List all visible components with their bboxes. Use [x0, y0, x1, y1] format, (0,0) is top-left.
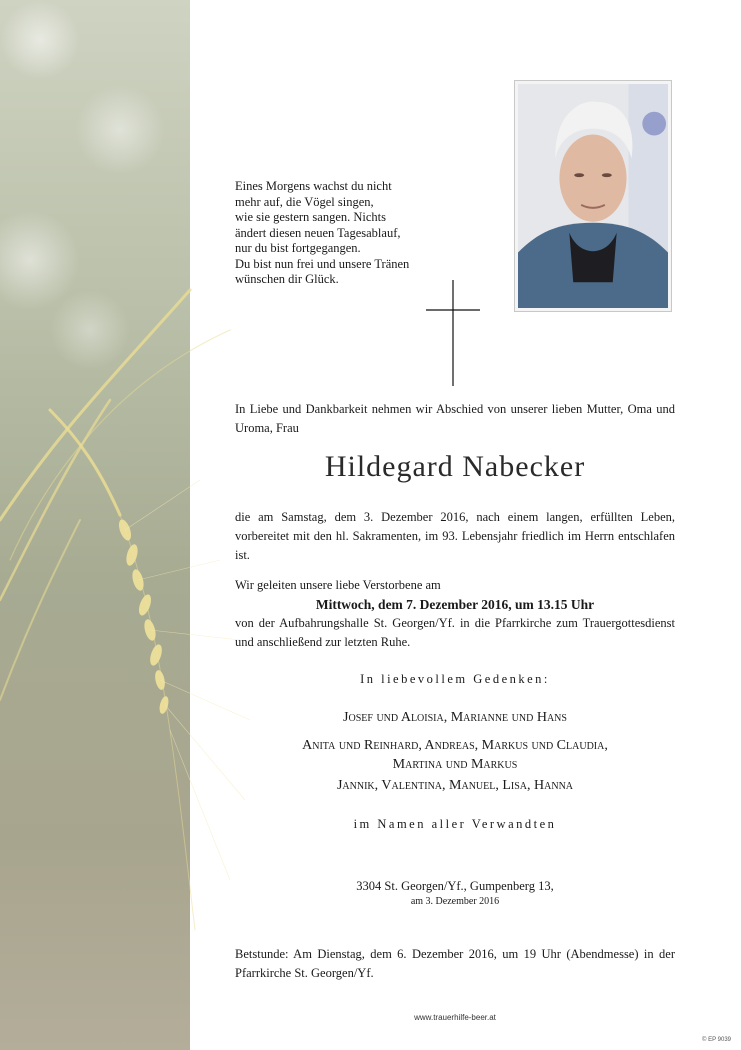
family-line-grandchildren [235, 736, 675, 774]
cross-icon [426, 280, 480, 386]
notice-content [190, 0, 741, 1050]
background-panel [0, 0, 190, 1050]
funeral-date: Mittwoch, dem 7. Dezember 2016, um 13.15 Uhr [315, 597, 595, 612]
death-notice: die am Samstag, dem 3. Dezember 2016, nach einem langen, erfüllten Leben, vorbereitet mit den hl. Sakramenten, im 93. Lebensjahr friedlich im Herrn entschlafen ist. [235, 510, 675, 562]
portrait-photo [514, 80, 672, 312]
prayer-service: Betstunde: Am Dienstag, dem 6. Dezember 2016, um 19 Uhr (Abendmesse) in der Pfarrkirche St. Georgen/Yf. [235, 947, 675, 980]
intro-text: In Liebe und Dankbarkeit nehmen wir Abschied von unserer lieben Mutter, Oma und Uroma, Frau [235, 402, 675, 435]
poem: Eines Morgens wachst du nicht mehr auf, die Vögel singen, wie sie gestern sangen. Nichts ändert diesen neuen Tagesablauf, nur du bist fortgegangen. Du bist nun frei und unsere Tränen wünschen dir Glück. [235, 179, 410, 286]
family-line-children: Josef und Aloisia, Marianne und Hans [343, 710, 567, 725]
family-line-grandchildren-1: Anita und Reinhard, Andreas, Markus und Claudia, [302, 738, 608, 753]
relatives-line: im Namen aller Verwandten [353, 817, 557, 831]
funeral-lead: Wir geleiten unsere liebe Verstorbene am [235, 578, 441, 592]
family-line-grandchildren-2: Martina und Markus [392, 757, 518, 772]
deceased-name: Hildegard Nabecker [324, 450, 586, 483]
footer-code: © EP 9039 [702, 1037, 731, 1043]
funeral-text: von der Aufbahrungshalle St. Georgen/Yf. in die Pfarrkirche zum Trauergottesdienst und anschließend zur letzten Ruhe. [235, 616, 675, 649]
footer-url: www.trauerhilfe-beer.at [414, 1013, 496, 1022]
family-line-great-grandchildren: Jannik, Valentina, Manuel, Lisa, Hanna [336, 778, 574, 793]
memory-heading: In liebevollem Gedenken: [360, 672, 550, 686]
date-line: am 3. Dezember 2016 [410, 896, 500, 907]
address: 3304 St. Georgen/Yf., Gumpenberg 13, [356, 879, 554, 893]
